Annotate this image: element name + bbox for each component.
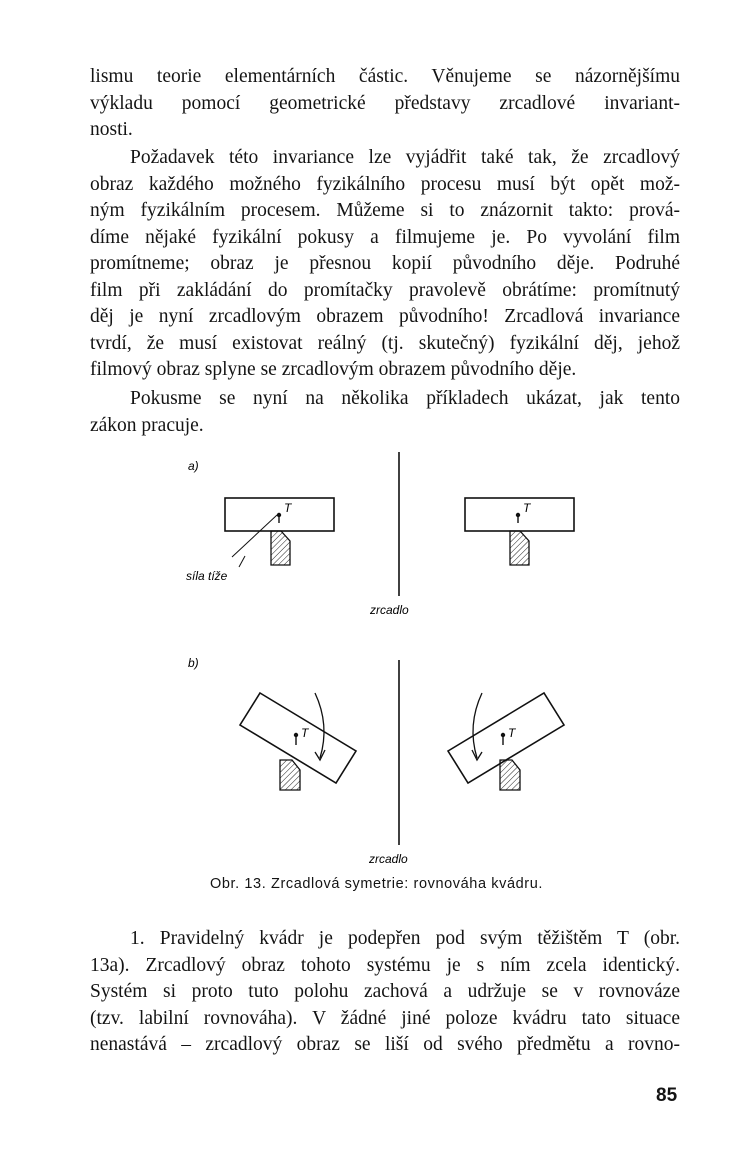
- text-line: lismu teorie elementárních částic. Věnujeme se názornějšímu: [90, 66, 680, 87]
- mirror-label-a: zrcadlo: [370, 603, 409, 617]
- text-line: Požadavek této invariance lze vyjádřit také tak, že zrcadlový: [130, 147, 680, 168]
- block-b-left: [240, 693, 356, 790]
- label-b: b): [188, 656, 199, 670]
- point-T-a-left: T: [284, 501, 292, 515]
- text-line: promítneme; obraz je přesnou kopií původního děje. Podruhé: [90, 253, 680, 274]
- point-T-b-right: T: [508, 726, 516, 740]
- text-line: (tzv. labilní rovnováha). V žádné jiné poloze kvádru tato situace: [90, 1007, 680, 1029]
- block-a-left: [186, 498, 334, 583]
- text-line: výkladu pomocí geometrické představy zrcadlové invariant-: [90, 92, 680, 114]
- text-line: filmový obraz splyne se zrcadlovým obrazem původního děje.: [90, 359, 577, 380]
- text-line: zákon pracuje.: [90, 414, 204, 436]
- label-a: a): [188, 459, 199, 473]
- text-line: obraz každého možného fyzikálního procesu musí být opět mož-: [90, 173, 680, 195]
- text-line: děj je nyní zrcadlovým obrazem původního! Zrcadlová invariance: [90, 306, 680, 327]
- gravity-label: síla tíže: [186, 569, 228, 583]
- text-line: nosti.: [90, 119, 133, 140]
- text-line: 13a). Zrcadlový obraz tohoto systému je s ním zcela identický.: [90, 954, 680, 976]
- page-number: 85: [656, 1085, 678, 1106]
- text-line: nenastává – zrcadlový obraz se liší od svého předmětu a rovno-: [90, 1034, 680, 1055]
- figure-caption: Obr. 13. Zrcadlová symetrie: rovnováha kvádru.: [209, 876, 544, 892]
- mirror-label-b: zrcadlo: [369, 852, 408, 866]
- point-T-b-left: T: [301, 726, 309, 740]
- text-line: díme nějaké fyzikální pokusy a filmujeme je. Po vyvolání film: [90, 226, 680, 248]
- point-T-a-right: T: [523, 501, 531, 515]
- text-line: Pokusme se nyní na několika příkladech ukázat, jak tento: [130, 388, 680, 409]
- block-b-right: [448, 693, 564, 790]
- paragraph-4: [90, 926, 680, 1059]
- block-a-right: [465, 498, 574, 565]
- text-line: Systém si proto tuto polohu zachová a udržuje se v rovnováze: [90, 981, 680, 1002]
- text-line: film při zakládání do promítačky pravolevě obrátíme: promítnutý: [90, 279, 680, 301]
- text-line: 1. Pravidelný kvádr je podepřen pod svým těžištěm T (obr.: [130, 928, 680, 949]
- text-line: ným fyzikálním procesem. Můžeme si to znázornit takto: prová-: [90, 200, 680, 221]
- text-line: tvrdí, že musí existovat reálný (tj. skutečný) fyzikální děj, jehož: [90, 332, 680, 354]
